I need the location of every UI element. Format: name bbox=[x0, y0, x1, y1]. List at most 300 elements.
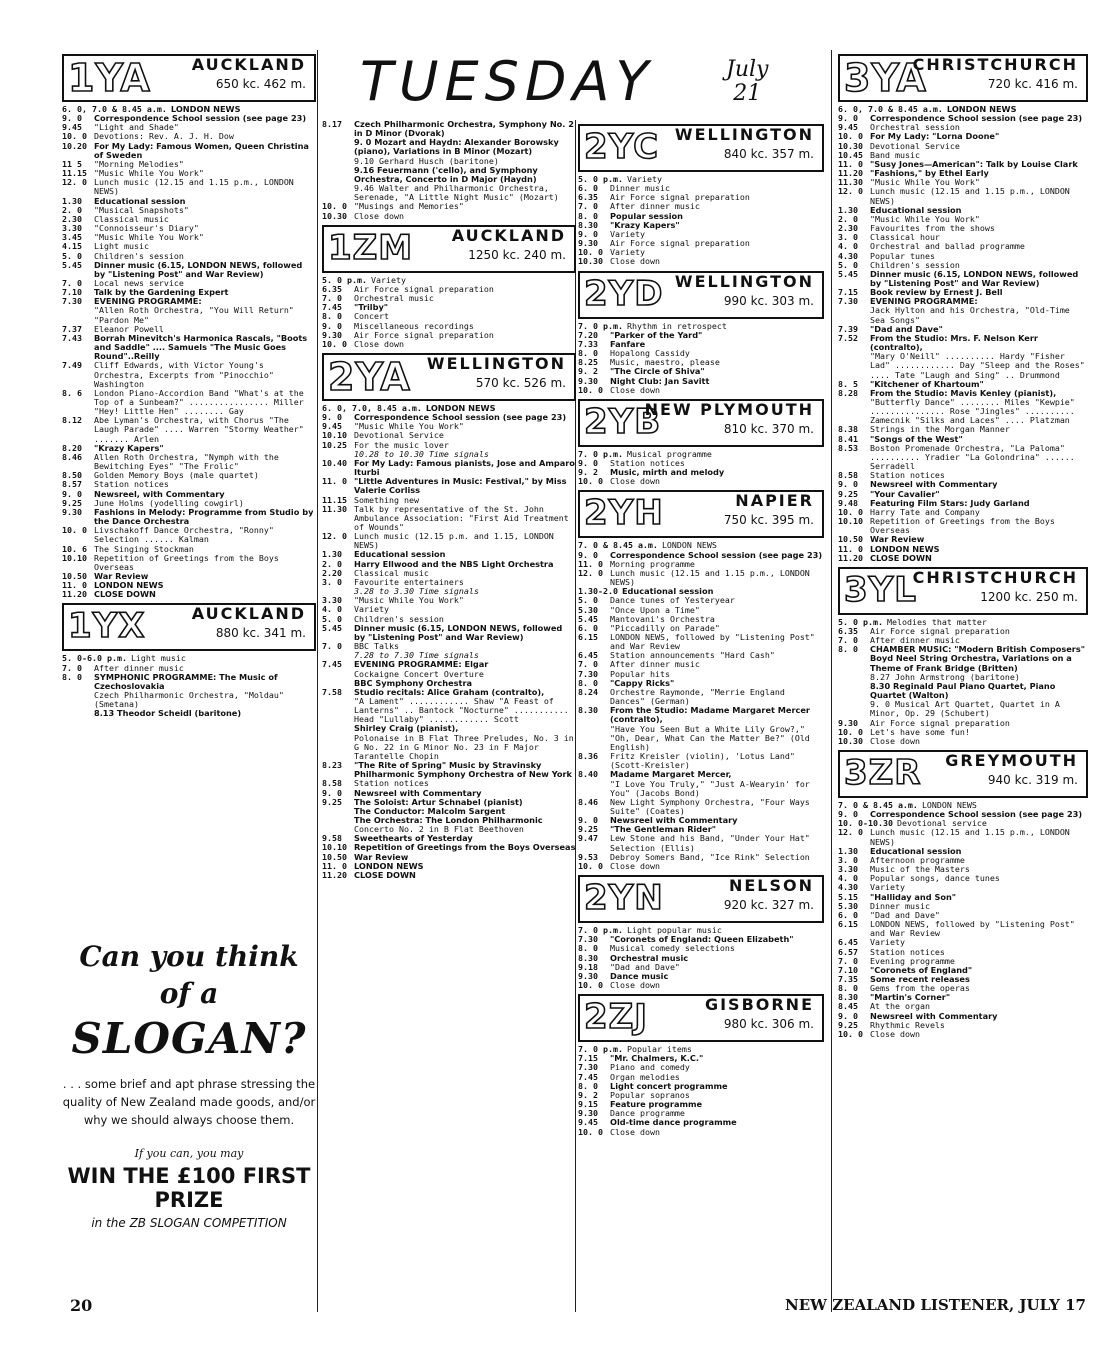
programme-time: 8. 0 bbox=[578, 1080, 598, 1091]
programme-description: Shirley Craig (pianist), bbox=[354, 723, 459, 734]
programme-row bbox=[322, 505, 576, 532]
programme-description: EVENING PROGRAMME: bbox=[870, 296, 978, 307]
programme-description: Fanfare bbox=[610, 338, 646, 349]
programme-time: 1.30 bbox=[322, 549, 342, 560]
programme-row bbox=[838, 270, 1088, 288]
programme-time: 7. 0 p.m. bbox=[578, 1044, 623, 1055]
programme-description: Dinner music (6.15, LONDON NEWS, followed by "Listening Post" and War Review) bbox=[870, 268, 1079, 288]
programme-time: 7. 0 bbox=[838, 635, 858, 646]
programme-description: Miscellaneous recordings bbox=[354, 320, 474, 331]
programme-time: 9. 0 bbox=[838, 113, 858, 124]
programme-time: 2.30 bbox=[838, 223, 858, 234]
programme-description: "Morning Melodies" bbox=[94, 158, 184, 169]
programme-time: 5. 0 p.m. bbox=[322, 274, 367, 285]
programme-time: 3.30 bbox=[62, 223, 82, 234]
station-2yh bbox=[578, 490, 824, 871]
programme-row bbox=[838, 682, 1088, 700]
programme-row bbox=[838, 654, 1088, 672]
programme-time: 7.45 bbox=[322, 302, 342, 313]
programme-description: "Mr. Chalmers, K.C." bbox=[610, 1053, 704, 1064]
station-logo: 3ZR bbox=[844, 753, 922, 793]
programme-time: 11.20 bbox=[838, 552, 863, 563]
programme-description: Air Force signal preparation bbox=[610, 192, 750, 203]
programme-description: Air Force signal preparation bbox=[354, 329, 494, 340]
date-month: July bbox=[726, 57, 769, 82]
programme-time: 8.25 bbox=[578, 357, 598, 368]
programme-time: 7.15 bbox=[578, 1053, 598, 1064]
station-3ya bbox=[838, 54, 1088, 563]
station-header bbox=[62, 54, 316, 102]
programme-time: 5.45 bbox=[62, 259, 82, 270]
programme-time: 6.57 bbox=[838, 946, 858, 957]
programme-time bbox=[322, 670, 354, 679]
programme-time bbox=[838, 654, 870, 672]
programme-row bbox=[578, 862, 824, 871]
programme-description: Golden Memory Boys (male quartet) bbox=[94, 470, 259, 481]
programme-time: 9.25 bbox=[62, 497, 82, 508]
programme-time: 10.30 bbox=[322, 210, 347, 221]
programme-description: Newsreel, with Commentary bbox=[94, 488, 225, 499]
programme-time: 7.33 bbox=[578, 338, 598, 349]
programme-time: 10. 0 bbox=[62, 525, 87, 536]
programme-time: 8.40 bbox=[578, 769, 598, 780]
programme-description: LONDON NEWS, followed by "Listening Post" and War Review bbox=[610, 632, 815, 652]
programme-description: "Music While You Work" bbox=[870, 213, 980, 224]
programme-time bbox=[322, 734, 354, 761]
column-rule bbox=[831, 50, 832, 1312]
programme-description: 8.13 Theodor Scheidl (baritone) bbox=[94, 708, 242, 719]
programme-description: Evening programme bbox=[870, 955, 955, 966]
station-frequency: 750 kc. 395 m. bbox=[723, 513, 814, 528]
programme-row bbox=[578, 569, 824, 587]
programme-description: Orchestral session bbox=[870, 122, 960, 133]
programme-description: "Music While You Work" bbox=[94, 168, 204, 179]
programme-description: Lunch music (12.15 and 1.15 p.m., LONDON NEWS) bbox=[870, 186, 1070, 206]
programme-description: EVENING PROGRAMME: Elgar bbox=[354, 659, 489, 670]
programme-description: Correspondence School session (see page 23) bbox=[610, 549, 823, 560]
programme-row bbox=[322, 340, 576, 349]
station-logo: 3YA bbox=[844, 56, 927, 100]
programme-time: 6. 0 bbox=[838, 909, 858, 920]
programme-time: 10. 0 bbox=[578, 384, 603, 395]
programme-time: 4. 0 bbox=[838, 241, 858, 252]
programme-description: Variety bbox=[370, 274, 406, 285]
programme-time: 7.35 bbox=[838, 973, 858, 984]
programme-time bbox=[322, 724, 354, 733]
programme-description: Fritz Kreisler (violin), 'Lotus Land" (Scott-Kreisler) bbox=[610, 751, 795, 771]
programme-description: "Music While You Work" bbox=[94, 232, 204, 243]
programme-time: 6.35 bbox=[578, 192, 598, 203]
programme-time: 8. 5 bbox=[838, 378, 858, 389]
programme-description: Close down bbox=[610, 256, 660, 267]
programme-row bbox=[838, 334, 1088, 352]
station-1yx-cont bbox=[322, 120, 576, 221]
programme-time: 8. 0 bbox=[578, 943, 598, 954]
programme-time: 8.41 bbox=[838, 433, 858, 444]
programme-description: For My Lady: "Lorna Doone" bbox=[870, 131, 1000, 142]
programme-time: 8.30 bbox=[838, 992, 858, 1003]
programme-description: Variety bbox=[870, 882, 905, 893]
programme-description: The Soloist: Artur Schnabel (pianist) bbox=[354, 796, 523, 807]
programme-time: 7. 0 bbox=[62, 662, 82, 673]
station-header bbox=[578, 271, 824, 319]
programme-time: 2. 0 bbox=[322, 558, 342, 569]
programme-time: 9.25 bbox=[838, 1019, 858, 1030]
programme-row bbox=[838, 1030, 1088, 1039]
programme-row bbox=[578, 688, 824, 706]
station-header bbox=[578, 399, 824, 447]
programme-description: Correspondence School session (see page 23) bbox=[870, 809, 1083, 820]
programme-time: 8.50 bbox=[62, 470, 82, 481]
programme-description: War Review bbox=[94, 570, 149, 581]
programme-time: 5. 0 p.m. bbox=[838, 616, 883, 627]
programme-description: Variety bbox=[610, 247, 645, 258]
programme-row bbox=[578, 633, 824, 651]
programme-time: 8.36 bbox=[578, 751, 598, 762]
programme-description: Children's session bbox=[870, 259, 960, 270]
programme-description: Music, maestro, please bbox=[610, 357, 720, 368]
station-frequency: 880 kc. 341 m. bbox=[215, 626, 306, 641]
programme-time: 9. 0 bbox=[322, 412, 342, 423]
page-title: TUESDAY bbox=[360, 50, 655, 113]
column-rule bbox=[317, 50, 318, 1312]
station-logo: 2YN bbox=[584, 878, 664, 919]
programme-row bbox=[322, 212, 576, 221]
programme-time: 9.53 bbox=[578, 851, 598, 862]
programme-description: Close down bbox=[354, 338, 404, 349]
programme-time: 7.30 bbox=[62, 296, 82, 307]
programme-time: 3.45 bbox=[62, 232, 82, 243]
station-frequency: 990 kc. 303 m. bbox=[723, 293, 814, 308]
programme-row bbox=[62, 526, 316, 544]
programme-time: 7.30 bbox=[578, 668, 598, 679]
programme-row bbox=[62, 361, 316, 388]
programme-description: Orchestral music bbox=[610, 952, 689, 963]
programme-time bbox=[838, 673, 870, 682]
programme-description: Livschakoff Dance Orchestra, "Ronny" Selection ...... Kalman bbox=[94, 525, 274, 545]
programme-description: 9.46 Walter and Philharmonic Orchestra, Serenade, "A Little Night Music" (Mozart) bbox=[354, 183, 559, 203]
programme-row bbox=[62, 590, 316, 599]
programme-row bbox=[578, 257, 824, 266]
station-2yc bbox=[578, 124, 824, 267]
programme-time: 11. 0 bbox=[62, 580, 87, 591]
station-frequency: 570 kc. 526 m. bbox=[475, 375, 566, 390]
programme-row bbox=[62, 554, 316, 572]
programme-time: 5.30 bbox=[838, 900, 858, 911]
programme-description: Madame Margaret Mercer, bbox=[610, 769, 732, 780]
programme-description: "Once Upon a Time" bbox=[610, 604, 700, 615]
programme-description: Devotional Service bbox=[870, 140, 960, 151]
programme-time: 10. 6 bbox=[62, 543, 87, 554]
programme-description: The Singing Stockman bbox=[94, 543, 194, 554]
programme-time: 9.45 bbox=[578, 1117, 598, 1128]
programme-description: "Trilby" bbox=[354, 302, 389, 313]
programme-time: 10.50 bbox=[838, 534, 863, 545]
programme-time: 7. 0 bbox=[322, 293, 342, 304]
programme-description: Featuring Film Stars: Judy Garland bbox=[870, 497, 1030, 508]
programme-description: Station notices bbox=[610, 457, 685, 468]
station-city: WELLINGTON bbox=[674, 125, 814, 144]
programme-description: LONDON NEWS bbox=[170, 104, 241, 114]
programme-row bbox=[62, 306, 316, 324]
programme-time: 5.15 bbox=[838, 891, 858, 902]
programme-row bbox=[838, 187, 1088, 205]
programme-description: June Holms (yodelling cowgirl) bbox=[94, 497, 244, 508]
programme-time: 8.57 bbox=[62, 479, 82, 490]
programme-time: 7.52 bbox=[838, 332, 858, 343]
programme-description: Newsreel with Commentary bbox=[610, 815, 738, 826]
programme-description: Dinner music bbox=[870, 900, 930, 911]
station-frequency: 840 kc. 357 m. bbox=[723, 147, 814, 161]
station-logo: 2YB bbox=[584, 401, 662, 442]
programme-description: "Dad and Dave" bbox=[610, 961, 680, 972]
station-city: AUCKLAND bbox=[191, 604, 306, 624]
programme-description: Correspondence School session (see page 23) bbox=[94, 113, 307, 124]
programme-description: "Coronets of England: Queen Elizabeth" bbox=[610, 934, 794, 945]
programme-time bbox=[578, 780, 610, 798]
programme-row bbox=[578, 834, 824, 852]
programme-description: Close down bbox=[354, 210, 404, 221]
station-frequency: 980 kc. 306 m. bbox=[723, 1017, 814, 1032]
programme-description: The Orchestra: The London Philharmonic bbox=[354, 815, 543, 825]
publication-footer: NEW ZEALAND LISTENER, JULY 17 bbox=[785, 1296, 1086, 1314]
programme-row bbox=[578, 1128, 824, 1137]
programme-description: BBC Talks bbox=[354, 641, 399, 652]
programme-time: 5.45 bbox=[578, 613, 598, 624]
programme-description: 9.10 Gerhard Husch (baritone) bbox=[354, 155, 499, 166]
programme-time: 10. 0 bbox=[838, 1028, 863, 1039]
programme-description: Czech Philharmonic Orchestra, Symphony No. 2 in D Minor (Dvorak) bbox=[354, 120, 574, 139]
programme-description: CLOSE DOWN bbox=[94, 589, 156, 600]
programme-description: Close down bbox=[870, 1028, 920, 1039]
column-4 bbox=[838, 50, 1088, 1300]
station-frequency: 940 kc. 319 m. bbox=[987, 773, 1078, 787]
station-1yx bbox=[62, 603, 316, 718]
programme-description: LONDON NEWS bbox=[425, 402, 496, 413]
programme-description: War Review bbox=[354, 851, 409, 862]
programme-description: 3.28 to 3.30 Time signals bbox=[354, 586, 479, 597]
programme-time: 9. 0 bbox=[578, 549, 598, 560]
programme-description: Light music bbox=[130, 653, 186, 664]
programme-description: "Musical Snapshots" bbox=[94, 204, 189, 215]
programme-time: 8.45 bbox=[838, 1001, 858, 1012]
programme-description: Popular tunes bbox=[870, 250, 935, 261]
programme-row bbox=[578, 780, 824, 798]
programme-description: "Connoisseur's Diary" bbox=[94, 223, 199, 234]
programme-time: 8.58 bbox=[322, 778, 342, 789]
programme-description: Classical music bbox=[354, 567, 429, 578]
programme-time bbox=[62, 691, 94, 709]
programme-description: "Dad and Dave" bbox=[870, 323, 943, 334]
ad-headline-2: of a bbox=[159, 977, 219, 1010]
programme-description: Organ melodies bbox=[610, 1071, 680, 1082]
programme-description: Jack Hylton and his Orchestra, "Old-Time Sea Songs" bbox=[870, 305, 1070, 325]
programme-time: 6. 0, 7.0 & 8.45 a.m. bbox=[62, 104, 167, 114]
programme-time: 10. 0 bbox=[62, 131, 87, 142]
programme-description: Borrah Minevitch's Harmonica Rascals, "Boots and Saddle" .... Samuels "The Music Goes Round"..Reilly bbox=[94, 332, 308, 362]
programme-description: Let's have some fun! bbox=[870, 726, 970, 737]
programme-time: 7.15 bbox=[838, 287, 858, 298]
programme-time: 3. 0 bbox=[838, 854, 858, 865]
programme-time: 9.25 bbox=[838, 488, 858, 499]
programme-description: "Cappy Ricks" bbox=[610, 677, 675, 688]
programme-time: 10.10 bbox=[322, 430, 347, 441]
programme-time bbox=[578, 725, 610, 752]
programme-time: 7.37 bbox=[62, 323, 82, 334]
programme-time: 5. 0-6.0 p.m. bbox=[62, 653, 127, 664]
programme-time: 11.15 bbox=[62, 168, 87, 179]
programme-description: Strings in the Morgan Manner bbox=[870, 424, 1010, 435]
programme-description: "The Rite of Spring" Music by Stravinsky bbox=[354, 760, 542, 771]
programme-time bbox=[322, 166, 354, 184]
programme-description: "Krazy Kapers" bbox=[94, 442, 164, 453]
programme-row bbox=[578, 798, 824, 816]
programme-time: 9.45 bbox=[322, 421, 342, 432]
programme-description: Allen Roth Orchestra, "Nymph with the Bewitching Eyes" "The Frolic" bbox=[94, 451, 279, 472]
programme-time: 9.47 bbox=[578, 833, 598, 844]
programme-description: "Music While You Work" bbox=[354, 421, 464, 432]
station-city: GREYMOUTH bbox=[945, 751, 1078, 770]
programme-time: 9. 2 bbox=[578, 366, 598, 377]
programme-time: 6. 0 bbox=[578, 622, 598, 633]
programme-description: Repetition of Greetings from the Boys Overseas bbox=[870, 516, 1055, 536]
programme-time: 12. 0 bbox=[838, 186, 863, 197]
station-header bbox=[578, 124, 824, 172]
station-frequency: 1200 kc. 250 m. bbox=[980, 589, 1078, 604]
programme-description: Air Force signal preparation bbox=[354, 283, 494, 294]
programme-time bbox=[322, 184, 354, 202]
programme-description: Book review by Ernest J. Bell bbox=[870, 287, 1003, 298]
programme-description: BBC Symphony Orchestra bbox=[354, 677, 473, 688]
programme-description: After dinner music bbox=[610, 201, 700, 212]
programme-description: Gems from the operas bbox=[870, 983, 970, 994]
programme-time: 9. 0 bbox=[322, 787, 342, 798]
programme-time: 7.20 bbox=[578, 329, 598, 340]
station-city: AUCKLAND bbox=[451, 225, 566, 245]
programme-description: Cliff Edwards, with Victor Young's Orchestra, Excerpts from "Pinocchio" Washington bbox=[94, 360, 274, 389]
programme-time: 6.15 bbox=[838, 919, 858, 930]
programme-description: Close down bbox=[610, 1126, 660, 1137]
programme-description: "The Gentleman Rider" bbox=[610, 824, 717, 835]
programme-description: Talk by the Gardening Expert bbox=[94, 287, 229, 298]
programme-time: 8.28 bbox=[838, 387, 858, 398]
programme-description: 8.27 John Armstrong (baritone) bbox=[870, 671, 1020, 682]
programme-description: "Light and Shade" bbox=[94, 122, 179, 133]
programme-time: 10. 0-10.30 bbox=[838, 818, 893, 829]
programme-description: Light popular music bbox=[626, 925, 722, 936]
programme-description: EVENING PROGRAMME: bbox=[94, 296, 202, 307]
ad-headline-1: Can you think bbox=[79, 940, 299, 973]
programme-description: LONDON NEWS, followed by "Listening Post" and War Review bbox=[870, 919, 1075, 939]
programme-description: Educational session bbox=[94, 195, 186, 206]
programme-description: Educational session bbox=[621, 586, 714, 597]
programme-time: 9. 0 bbox=[838, 479, 858, 490]
programme-description: Newsreel with Commentary bbox=[870, 1010, 998, 1021]
programme-time: 3. 0 bbox=[838, 232, 858, 243]
programme-row bbox=[578, 706, 824, 724]
station-header bbox=[838, 54, 1088, 102]
programme-description: "Dad and Dave" bbox=[870, 909, 940, 920]
programme-row bbox=[322, 871, 576, 880]
programme-row bbox=[322, 532, 576, 550]
station-frequency: 720 kc. 416 m. bbox=[987, 77, 1078, 91]
programme-time: 8.46 bbox=[62, 451, 82, 462]
programme-time: 10. 0 bbox=[838, 506, 863, 517]
station-2ya bbox=[322, 353, 576, 880]
programme-time: 8.30 bbox=[578, 952, 598, 963]
programme-description: "I Love You Truly," "Just A-Wearyin' for You" (Jacobs Bond) bbox=[610, 778, 810, 798]
programme-time: 10. 0 bbox=[578, 1126, 603, 1137]
programme-description: 7.28 to 7.30 Time signals bbox=[354, 650, 479, 661]
programme-description: Close down bbox=[870, 735, 920, 746]
programme-description: Devotions: Rev. A. J. H. Dow bbox=[94, 131, 234, 142]
station-3yl bbox=[838, 567, 1088, 746]
programme-description: "Coronets of England" bbox=[870, 964, 973, 975]
programme-row bbox=[322, 166, 576, 184]
programme-description: Local news service bbox=[94, 277, 184, 288]
programme-time: 8. 0 bbox=[838, 983, 858, 994]
programme-row bbox=[578, 477, 824, 486]
station-logo: 1YA bbox=[68, 56, 151, 100]
programme-description: 9.16 Feuermann ('cello), and Symphony Orchestra, Concerto in D Major (Haydn) bbox=[354, 164, 538, 184]
programme-description: Educational session bbox=[870, 204, 962, 215]
programme-time: 8.53 bbox=[838, 442, 858, 453]
programme-time: 10.30 bbox=[838, 140, 863, 151]
programme-description: Close down bbox=[610, 980, 660, 990]
station-header bbox=[578, 875, 824, 923]
programme-time: 10.30 bbox=[578, 256, 603, 267]
programme-time: 9. 0 bbox=[578, 228, 598, 239]
programme-description: LONDON NEWS bbox=[870, 543, 940, 554]
programme-description: For My Lady: Famous pianists, Jose and Amparo Iturbi bbox=[354, 457, 575, 478]
programme-time: 10.20 bbox=[62, 140, 87, 151]
programme-time: 10.10 bbox=[838, 516, 863, 527]
station-logo: 2YD bbox=[584, 273, 664, 314]
programme-description: Variety bbox=[354, 604, 389, 615]
programme-description: New Light Symphony Orchestra, "Four Ways Suite" (Coates) bbox=[610, 796, 810, 816]
programme-description: The Conductor: Malcolm Sargent bbox=[354, 805, 506, 816]
programme-row bbox=[62, 389, 316, 416]
programme-description: Eleanor Powell bbox=[94, 323, 164, 334]
programme-description: Correspondence School session (see page 23) bbox=[870, 113, 1083, 124]
programme-description: Orchestre Raymonde, "Merrie England Dances" (German) bbox=[610, 686, 785, 707]
programme-description: Dinner music (6.15, LONDON NEWS, followed by "Listening Post" and War Review) bbox=[94, 259, 303, 279]
station-city: NELSON bbox=[728, 876, 814, 896]
programme-description: "Allen Roth Orchestra, "You Will Return" "Pardon Me" bbox=[94, 305, 294, 325]
programme-row bbox=[838, 920, 1088, 938]
programme-time: 9. 0 bbox=[578, 457, 598, 468]
programme-time: 7. 0 bbox=[322, 641, 342, 652]
programme-time bbox=[322, 138, 354, 156]
programme-description: "Susy Jones—American": Talk by Louise Clark bbox=[870, 158, 1078, 169]
programme-row bbox=[838, 444, 1088, 471]
programme-description: Favourites from the shows bbox=[870, 223, 995, 234]
programme-time: 6.35 bbox=[838, 625, 858, 636]
programme-time: 7.10 bbox=[62, 287, 82, 298]
programme-row bbox=[838, 554, 1088, 563]
programme-time: 8. 0 bbox=[578, 210, 598, 221]
station-city: CHRISTCHURCH bbox=[912, 55, 1078, 74]
programme-description: Dinner music bbox=[610, 183, 670, 194]
programme-time: 11. 0 bbox=[838, 543, 863, 554]
programme-description: LONDON NEWS bbox=[661, 540, 717, 551]
station-logo: 2YH bbox=[584, 493, 664, 534]
programme-description: Newsreel with Commentary bbox=[870, 479, 998, 490]
programme-time: 9. 0 bbox=[838, 1010, 858, 1021]
programme-time: 12. 0 bbox=[322, 531, 347, 542]
programme-time: 9. 0 bbox=[578, 815, 598, 826]
programme-description: Rhythm in retrospect bbox=[626, 320, 727, 331]
